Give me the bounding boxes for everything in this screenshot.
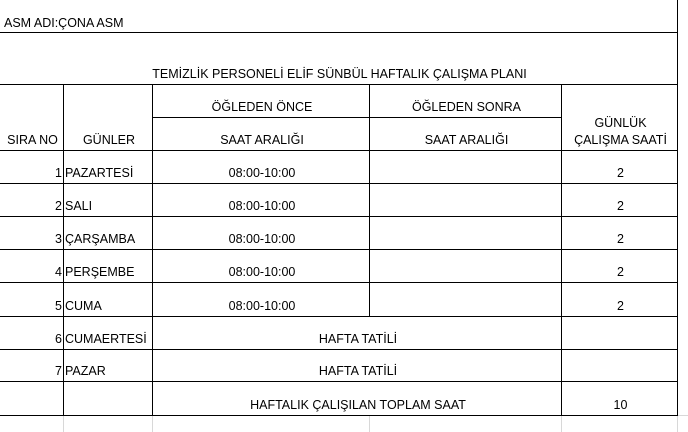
row-day: PAZARTESİ <box>65 166 134 180</box>
row-day: PAZAR <box>65 364 106 378</box>
row-hours-cell[interactable] <box>561 150 678 184</box>
total-empty-cell[interactable] <box>0 381 64 416</box>
row-morning: 08:00-10:00 <box>228 265 296 279</box>
total-empty-cell[interactable] <box>63 381 153 416</box>
total-label-cell[interactable] <box>152 381 562 416</box>
holiday-note: HAFTA TATİLİ <box>318 332 398 346</box>
row-morning: 08:00-10:00 <box>228 232 296 246</box>
row-morning-cell[interactable] <box>152 249 370 283</box>
row-morning-cell[interactable] <box>152 216 370 250</box>
row-number: 4 <box>55 265 62 279</box>
row-number-cell[interactable] <box>0 349 64 382</box>
row-number: 5 <box>55 299 62 313</box>
row-afternoon-cell[interactable] <box>369 282 562 317</box>
row-morning: 08:00-10:00 <box>228 199 296 213</box>
page-title: TEMİZLİK PERSONELİ ELİF SÜNBÜL HAFTALIK ÇALIŞMA PLANI <box>152 67 527 81</box>
row-day-cell[interactable] <box>63 216 153 250</box>
gridline <box>152 415 153 432</box>
row-morning-cell[interactable] <box>152 282 370 317</box>
row-afternoon-cell[interactable] <box>369 216 562 250</box>
row-hours: 2 <box>617 166 624 180</box>
header-gunluk-line1: GÜNLÜK <box>594 116 647 130</box>
row-number: 7 <box>55 364 62 378</box>
row-day-cell[interactable] <box>63 349 153 382</box>
header-sira-no[interactable] <box>0 84 64 151</box>
row-day-cell[interactable] <box>63 183 153 217</box>
row-day: CUMAERTESİ <box>65 332 147 346</box>
row-day-cell[interactable] <box>63 249 153 283</box>
row-afternoon-cell[interactable] <box>369 249 562 283</box>
row-day-cell[interactable] <box>63 282 153 317</box>
header-ogleden-once[interactable] <box>152 84 370 118</box>
total-value: 10 <box>613 398 628 412</box>
row-number: 1 <box>55 166 62 180</box>
row-hours-cell[interactable] <box>561 249 678 283</box>
header-saat-araligi-2[interactable] <box>369 117 562 151</box>
row-hours-cell[interactable] <box>561 216 678 250</box>
header-gunluk-line2: ÇALIŞMA SAATİ <box>574 133 667 147</box>
row-day-cell[interactable] <box>63 150 153 184</box>
row-day: CUMA <box>65 299 102 313</box>
row-number: 3 <box>55 232 62 246</box>
row-number-cell[interactable] <box>0 249 64 283</box>
row-number-cell[interactable] <box>0 316 64 350</box>
header-sira-no-label: SIRA NO <box>7 133 58 147</box>
header-ogleden-once-label: ÖĞLEDEN ÖNCE <box>211 100 313 114</box>
row-number-cell[interactable] <box>0 183 64 217</box>
row-hours-cell[interactable] <box>561 316 678 350</box>
holiday-note: HAFTA TATİLİ <box>318 364 398 378</box>
header-saat-araligi-1[interactable] <box>152 117 370 151</box>
row-morning: 08:00-10:00 <box>228 166 296 180</box>
total-value-cell[interactable] <box>561 381 678 416</box>
gridline <box>63 415 64 432</box>
gridline <box>369 415 370 432</box>
row-number-cell[interactable] <box>0 282 64 317</box>
row-day-cell[interactable] <box>63 316 153 350</box>
row-morning-cell[interactable] <box>152 150 370 184</box>
gridline <box>561 415 562 432</box>
header-gunluk-calisma-saati[interactable] <box>561 84 678 151</box>
row-hours: 2 <box>617 299 624 313</box>
row-hours: 2 <box>617 199 624 213</box>
asm-name: ASM ADI:ÇONA ASM <box>4 16 124 30</box>
header-gunler[interactable] <box>63 84 153 151</box>
title-cell[interactable] <box>0 32 678 85</box>
row-day: PERŞEMBE <box>65 265 135 279</box>
row-hours: 2 <box>617 232 624 246</box>
row-number: 6 <box>55 332 62 346</box>
header-ogleden-sonra[interactable] <box>369 84 562 118</box>
asm-name-cell[interactable] <box>0 0 678 33</box>
row-hours-cell[interactable] <box>561 349 678 382</box>
header-ogleden-sonra-label: ÖĞLEDEN SONRA <box>411 100 522 114</box>
row-number: 2 <box>55 199 62 213</box>
holiday-cell[interactable] <box>152 349 562 382</box>
total-label: HAFTALIK ÇALIŞILAN TOPLAM SAAT <box>250 398 466 412</box>
row-morning: 08:00-10:00 <box>228 299 296 313</box>
row-number-cell[interactable] <box>0 150 64 184</box>
holiday-cell[interactable] <box>152 316 562 350</box>
row-number-cell[interactable] <box>0 216 64 250</box>
row-hours-cell[interactable] <box>561 282 678 317</box>
row-day: ÇARŞAMBA <box>65 232 136 246</box>
header-saat-araligi-1-label: SAAT ARALIĞI <box>220 133 304 147</box>
row-morning-cell[interactable] <box>152 183 370 217</box>
row-afternoon-cell[interactable] <box>369 183 562 217</box>
row-hours-cell[interactable] <box>561 183 678 217</box>
row-day: SALI <box>65 199 93 213</box>
row-afternoon-cell[interactable] <box>369 150 562 184</box>
row-hours: 2 <box>617 265 624 279</box>
gridline <box>677 415 678 432</box>
header-saat-araligi-2-label: SAAT ARALIĞI <box>424 133 509 147</box>
header-gunler-label: GÜNLER <box>82 133 136 147</box>
